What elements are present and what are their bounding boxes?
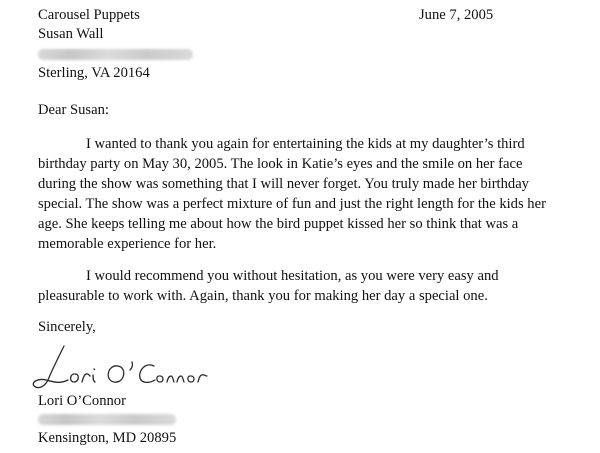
- paragraph-1-line: birthday party on May 30, 2005. The look in Katie’s eyes and the smile on her face: [38, 156, 523, 172]
- recipient-name: Susan Wall: [38, 26, 104, 42]
- signer-city: Kensington, MD 20895: [38, 430, 177, 446]
- letter-date: June 7, 2005: [419, 7, 494, 23]
- paragraph-1-line: special. The show was a perfect mixture of fun and just the right length for the kids her: [38, 196, 546, 212]
- body-paragraph-1: [38, 134, 598, 254]
- paragraph-1-line: I wanted to thank you again for entertaining the kids at my daughter’s third: [86, 136, 525, 152]
- closing: Sincerely,: [38, 319, 96, 335]
- recipient-city: Sterling, VA 20164: [38, 65, 150, 81]
- signer-name: Lori O’Connor: [38, 393, 126, 409]
- paragraph-1-line: during the show was something that I will never forget. You truly made her birthday: [38, 176, 529, 192]
- paragraph-2-line: I would recommend you without hesitation, as you were very easy and: [86, 268, 499, 284]
- paragraph-1-line: age. She keeps telling me about how the bird puppet kissed her so think that was a: [38, 216, 519, 232]
- body-paragraph-2: [38, 266, 598, 306]
- redacted-signer-address: [38, 414, 176, 425]
- company-name: Carousel Puppets: [38, 7, 140, 23]
- salutation: Dear Susan:: [38, 102, 109, 118]
- redacted-recipient-address: [38, 49, 193, 60]
- paragraph-1-line: memorable experience for her.: [38, 236, 217, 252]
- paragraph-2-line: pleasurable to work with. Again, thank you for making her day a special one.: [38, 288, 488, 304]
